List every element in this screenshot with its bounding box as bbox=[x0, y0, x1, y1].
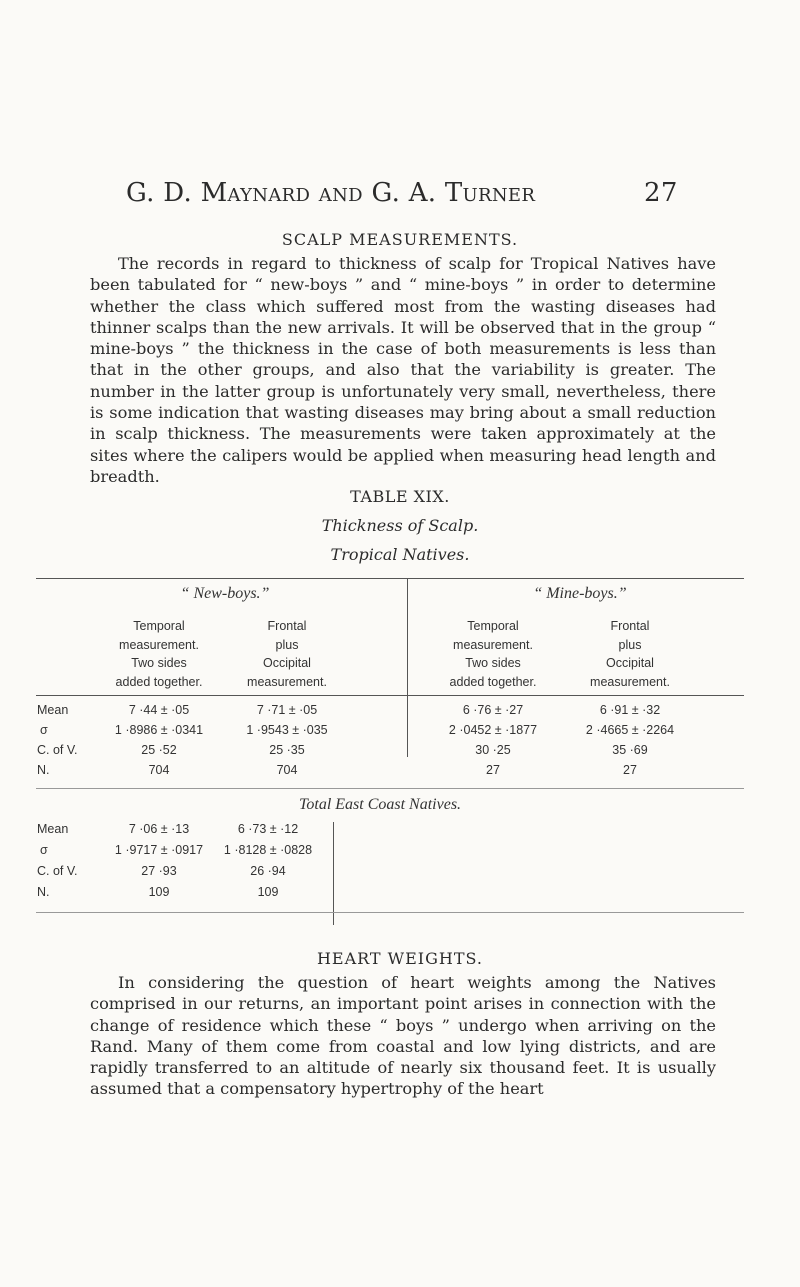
table-cell: 7 ·71 ± ·05 bbox=[256, 703, 318, 717]
row-label-sigma: σ bbox=[40, 723, 48, 737]
table-cell: 25 ·52 bbox=[141, 743, 177, 757]
table-cell: 2 ·4665 ± ·2264 bbox=[585, 723, 675, 737]
table-cell: 27 bbox=[486, 763, 500, 777]
table-cell: 26 ·94 bbox=[250, 864, 286, 878]
table-cell: 27 ·93 bbox=[141, 864, 177, 878]
table-bottom-rule bbox=[36, 912, 744, 913]
table-cell: 30 ·25 bbox=[475, 743, 511, 757]
col-head-frontal-new: Frontal plus Occipital measurement. bbox=[247, 619, 327, 689]
row-label-cov: C. of V. bbox=[37, 743, 78, 757]
table-cell: 6 ·76 ± ·27 bbox=[462, 703, 524, 717]
table-header-rule bbox=[36, 695, 744, 696]
row-label-mean: Mean bbox=[37, 703, 69, 717]
row-label-sigma: σ bbox=[40, 843, 48, 857]
table-cell: 1 ·8986 ± ·0341 bbox=[114, 723, 204, 737]
row-label-cov: C. of V. bbox=[37, 864, 78, 878]
table-cell: 704 bbox=[276, 763, 298, 777]
table-mid-rule bbox=[36, 788, 744, 789]
table-cell: 2 ·0452 ± ·1877 bbox=[448, 723, 538, 737]
section-title-heart: HEART WEIGHTS. bbox=[316, 949, 484, 968]
table-cell: 25 ·35 bbox=[269, 743, 305, 757]
col-head-temporal-mine: Temporal measurement. Two sides added together. bbox=[449, 619, 537, 689]
table-label: TABLE XIX. bbox=[350, 487, 450, 506]
table-subsubtitle: Tropical Natives. bbox=[330, 545, 470, 564]
page-number: 27 bbox=[644, 178, 678, 208]
table-cell: 7 ·44 ± ·05 bbox=[128, 703, 190, 717]
table-subtitle: Thickness of Scalp. bbox=[321, 516, 479, 535]
table-divider bbox=[407, 578, 408, 757]
heart-paragraph: In considering the question of heart weights among the Natives comprised in our returns, an important point arises in connection with the change of residence which these “ boys ” undergo when arriving on the Rand. Many of them come from coastal and low lying districts, and are rapidly transferred to an altitude of nearly six thousand feet. It is usually assumed that a compensatory hypertrophy of the heart bbox=[90, 973, 716, 1099]
table-cell: 7 ·06 ± ·13 bbox=[128, 822, 190, 836]
scalp-paragraph: The records in regard to thickness of scalp for Tropical Natives have been tabulated for “ new-boys ” and “ mine-boys ” in order to determine whether the class which suffered most from the wasting diseases had thinner scalps than the new arrivals. It will be observed that in the group “ mine-boys ” the thickness in the case of both measurements is less than that in the other groups, and also that the variability is greater. The number in the latter group is unfortunately very small, nevertheless, there is some indication that wasting diseases may bring about a small reduction in scalp thickness. The measurements were taken approximately at the sites where the calipers would be applied when measuring head length and breadth. bbox=[90, 254, 716, 486]
table-cell: 27 bbox=[623, 763, 637, 777]
table-cell: 6 ·91 ± ·32 bbox=[599, 703, 661, 717]
row-label-n: N. bbox=[37, 763, 50, 777]
table-cell: 704 bbox=[148, 763, 170, 777]
table-cell: 109 bbox=[257, 885, 279, 899]
table-top-rule bbox=[36, 578, 744, 579]
table-cell: 1 ·9543 ± ·035 bbox=[246, 723, 328, 737]
section-title-scalp: SCALP MEASUREMENTS. bbox=[281, 230, 519, 249]
table-cell: 1 ·8128 ± ·0828 bbox=[223, 843, 313, 857]
group-header-new-boys: “ New-boys.” bbox=[180, 585, 270, 602]
row-label-n: N. bbox=[37, 885, 50, 899]
row-label-mean: Mean bbox=[37, 822, 69, 836]
col-head-temporal-new: Temporal measurement. Two sides added together. bbox=[115, 619, 203, 689]
table-cell: 1 ·9717 ± ·0917 bbox=[114, 843, 204, 857]
table-cell: 6 ·73 ± ·12 bbox=[237, 822, 299, 836]
group-header-mine-boys: “ Mine-boys.” bbox=[533, 585, 627, 602]
table-cell: 35 ·69 bbox=[612, 743, 648, 757]
group-header-east-coast: Total East Coast Natives. bbox=[298, 796, 462, 813]
table-cell: 109 bbox=[148, 885, 170, 899]
running-header-authors: G. D. Maynard and G. A. Turner bbox=[126, 178, 536, 208]
col-head-frontal-mine: Frontal plus Occipital measurement. bbox=[590, 619, 670, 689]
